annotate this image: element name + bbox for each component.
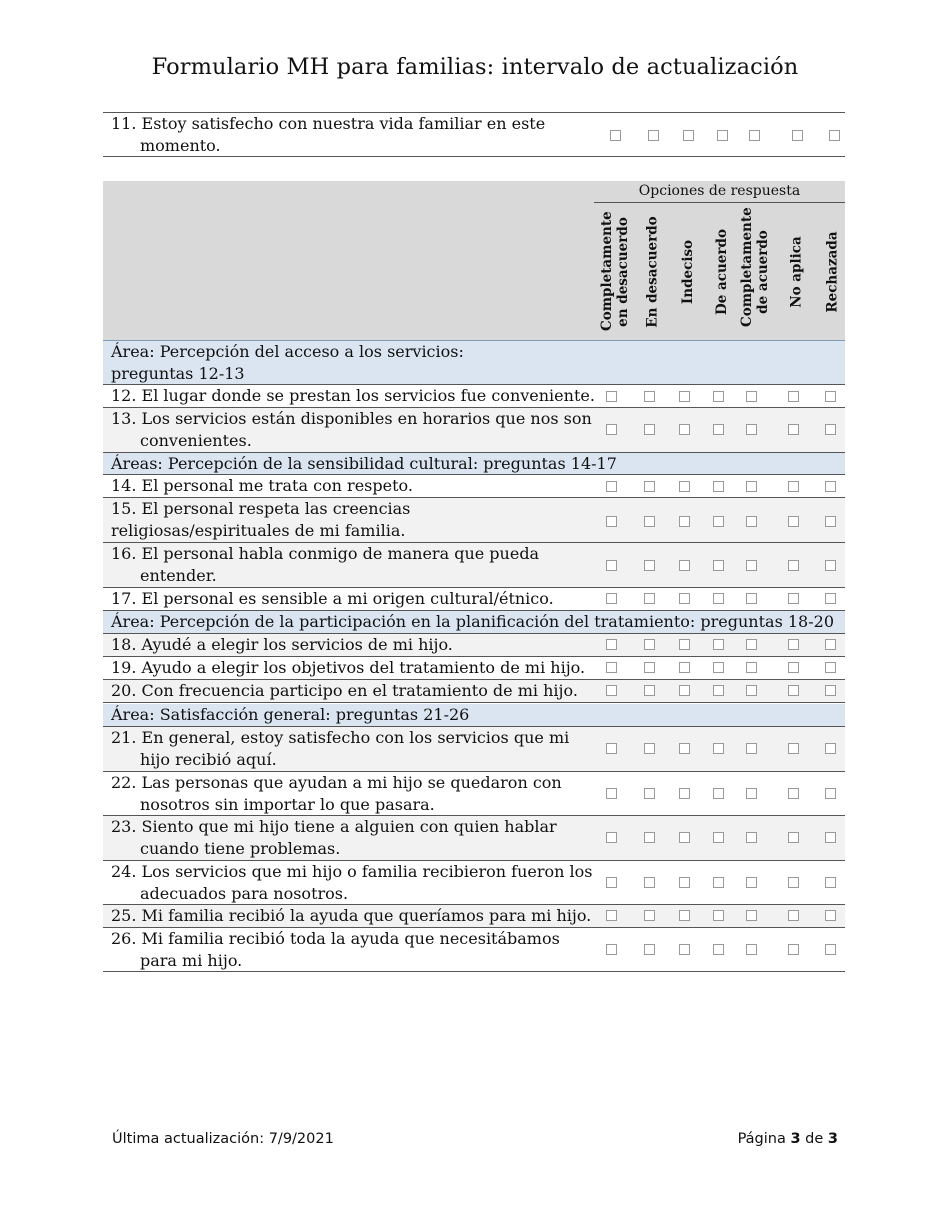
checkbox-completely-disagree[interactable] xyxy=(606,639,617,650)
checkbox-disagree[interactable] xyxy=(644,910,655,921)
checkbox-not-applicable[interactable] xyxy=(788,877,799,888)
checkbox-completely-agree[interactable] xyxy=(746,788,757,799)
checkbox-undecided[interactable] xyxy=(679,662,690,673)
checkbox-undecided[interactable] xyxy=(679,832,690,843)
table-header xyxy=(103,181,845,340)
area-title: Áreas: Percepción de la sensibilidad cultural: preguntas 14-17 xyxy=(111,454,617,473)
table-row-q23 xyxy=(103,816,845,861)
question-text-14: 14. El personal me trata con respeto. xyxy=(111,476,413,495)
checkbox-refused[interactable] xyxy=(825,424,836,435)
checkbox-disagree[interactable] xyxy=(644,639,655,650)
question-text-16: 16. El personal habla conmigo de manera que pueda entender. xyxy=(111,544,540,585)
checkbox-refused[interactable] xyxy=(825,639,836,650)
question-text-19: 19. Ayudo a elegir los objetivos del tratamiento de mi hijo. xyxy=(111,658,586,677)
area-title: Área: Satisfacción general: preguntas 21-26 xyxy=(111,705,470,724)
checkbox-not-applicable[interactable] xyxy=(788,424,799,435)
area-header-satisfaction xyxy=(103,704,845,727)
checkbox-completely-agree[interactable] xyxy=(746,560,757,571)
checkbox-completely-agree[interactable] xyxy=(746,424,757,435)
table-row-q13 xyxy=(103,408,845,453)
checkbox-not-applicable[interactable] xyxy=(788,516,799,527)
response-options-caption: Opciones de respuesta xyxy=(594,181,845,203)
checkbox-agree[interactable] xyxy=(713,639,724,650)
checkbox-disagree[interactable] xyxy=(644,788,655,799)
checkbox-agree[interactable] xyxy=(713,516,724,527)
checkbox-disagree[interactable] xyxy=(644,662,655,673)
checkbox-undecided[interactable] xyxy=(679,481,690,492)
checkbox-completely-disagree[interactable] xyxy=(606,877,617,888)
checkbox-completely-disagree[interactable] xyxy=(606,424,617,435)
checkbox-refused[interactable] xyxy=(825,662,836,673)
checkbox-completely-agree[interactable] xyxy=(746,481,757,492)
checkbox-undecided[interactable] xyxy=(679,910,690,921)
page-current: 3 xyxy=(790,1131,801,1147)
question-text-11: 11. Estoy satisfecho con nuestra vida familiar en este momento. xyxy=(111,114,546,155)
column-header-completely-disagree xyxy=(598,203,632,340)
table-row-q19 xyxy=(103,657,845,680)
checkbox-undecided[interactable] xyxy=(683,130,694,141)
checkbox-agree[interactable] xyxy=(713,685,724,696)
checkbox-not-applicable[interactable] xyxy=(788,832,799,843)
table-row-q20 xyxy=(103,680,845,703)
checkbox-refused[interactable] xyxy=(825,944,836,955)
checkbox-completely-agree[interactable] xyxy=(746,639,757,650)
checkbox-refused[interactable] xyxy=(825,877,836,888)
checkbox-not-applicable[interactable] xyxy=(788,481,799,492)
checkbox-completely-disagree[interactable] xyxy=(606,516,617,527)
checkbox-not-applicable[interactable] xyxy=(788,685,799,696)
checkbox-agree[interactable] xyxy=(713,910,724,921)
area-title: Área: Percepción de la participación en la planificación del tratamiento: preguntas 18-20 xyxy=(111,612,834,631)
question-text-24: 24. Los servicios que mi hijo o familia recibieron fueron los adecuados para nosotros. xyxy=(111,862,593,903)
checkbox-undecided[interactable] xyxy=(679,788,690,799)
checkbox-completely-agree[interactable] xyxy=(746,391,757,402)
checkbox-refused[interactable] xyxy=(825,560,836,571)
column-header-completely-agree xyxy=(735,203,775,340)
table-row-q26 xyxy=(103,928,845,972)
checkbox-disagree[interactable] xyxy=(644,516,655,527)
checkbox-disagree[interactable] xyxy=(644,832,655,843)
column-header-label: Indeciso xyxy=(680,239,696,304)
checkbox-completely-disagree[interactable] xyxy=(606,391,617,402)
checkbox-completely-disagree[interactable] xyxy=(606,944,617,955)
checkbox-completely-disagree[interactable] xyxy=(606,788,617,799)
checkbox-agree[interactable] xyxy=(713,944,724,955)
column-header-disagree xyxy=(637,203,669,340)
table-row-q24 xyxy=(103,861,845,905)
checkbox-agree[interactable] xyxy=(717,130,728,141)
checkbox-completely-disagree[interactable] xyxy=(606,685,617,696)
column-header-label: De acuerdo xyxy=(714,228,730,315)
checkbox-not-applicable[interactable] xyxy=(788,593,799,604)
checkbox-agree[interactable] xyxy=(713,877,724,888)
checkbox-completely-agree[interactable] xyxy=(749,130,760,141)
checkbox-refused[interactable] xyxy=(825,832,836,843)
question-text-23: 23. Siento que mi hijo tiene a alguien con quien hablar cuando tiene problemas. xyxy=(111,817,557,858)
table-row-q11 xyxy=(103,112,845,157)
checkbox-undecided[interactable] xyxy=(679,743,690,754)
area-header-cultural xyxy=(103,453,845,475)
column-header-label: Rechazada xyxy=(825,230,842,313)
checkbox-disagree[interactable] xyxy=(644,877,655,888)
page-label: Página xyxy=(737,1131,786,1147)
table-row-q22 xyxy=(103,772,845,816)
question-text-13: 13. Los servicios están disponibles en horarios que nos son convenientes. xyxy=(111,409,592,450)
checkbox-agree[interactable] xyxy=(713,424,724,435)
checkbox-completely-disagree[interactable] xyxy=(606,560,617,571)
question-text-20: 20. Con frecuencia participo en el tratamiento de mi hijo. xyxy=(111,681,578,700)
checkbox-completely-agree[interactable] xyxy=(746,910,757,921)
checkbox-undecided[interactable] xyxy=(679,685,690,696)
checkbox-completely-disagree[interactable] xyxy=(606,481,617,492)
checkbox-not-applicable[interactable] xyxy=(788,639,799,650)
checkbox-disagree[interactable] xyxy=(644,481,655,492)
checkbox-refused[interactable] xyxy=(825,481,836,492)
column-header-not-applicable xyxy=(781,203,813,340)
table-row-q21 xyxy=(103,727,845,772)
column-header-refused xyxy=(817,203,849,340)
checkbox-not-applicable[interactable] xyxy=(788,910,799,921)
table-row-q18 xyxy=(103,634,845,657)
checkbox-completely-disagree[interactable] xyxy=(606,593,617,604)
checkbox-refused[interactable] xyxy=(825,593,836,604)
checkbox-completely-agree[interactable] xyxy=(746,685,757,696)
table-row-q16 xyxy=(103,543,845,588)
checkbox-undecided[interactable] xyxy=(679,516,690,527)
question-text-22: 22. Las personas que ayudan a mi hijo se quedaron con nosotros sin importar lo que pasara. xyxy=(111,773,562,814)
checkbox-disagree[interactable] xyxy=(644,424,655,435)
checkbox-completely-disagree[interactable] xyxy=(606,743,617,754)
checkbox-disagree[interactable] xyxy=(644,391,655,402)
checkbox-undecided[interactable] xyxy=(679,424,690,435)
checkbox-refused[interactable] xyxy=(825,788,836,799)
checkbox-agree[interactable] xyxy=(713,560,724,571)
checkbox-not-applicable[interactable] xyxy=(788,560,799,571)
column-header-label: Completamente en desacuerdo xyxy=(599,210,631,331)
checkbox-agree[interactable] xyxy=(713,788,724,799)
checkbox-not-applicable[interactable] xyxy=(788,391,799,402)
table-row-q25 xyxy=(103,905,845,928)
question-text-21: 21. En general, estoy satisfecho con los servicios que mi hijo recibió aquí. xyxy=(111,728,570,769)
table-row-q12 xyxy=(103,385,845,408)
area-header-participation xyxy=(103,611,845,634)
checkbox-not-applicable[interactable] xyxy=(788,788,799,799)
checkbox-completely-agree[interactable] xyxy=(746,877,757,888)
checkbox-completely-disagree[interactable] xyxy=(610,130,621,141)
checkbox-not-applicable[interactable] xyxy=(788,944,799,955)
checkbox-disagree[interactable] xyxy=(644,944,655,955)
checkbox-agree[interactable] xyxy=(713,593,724,604)
column-header-label: En desacuerdo xyxy=(645,215,661,328)
page-number-footer xyxy=(738,1131,838,1147)
checkbox-completely-agree[interactable] xyxy=(746,944,757,955)
checkbox-completely-agree[interactable] xyxy=(746,832,757,843)
table-row-q14 xyxy=(103,475,845,498)
checkbox-undecided[interactable] xyxy=(679,560,690,571)
checkbox-undecided[interactable] xyxy=(679,593,690,604)
column-header-agree xyxy=(706,203,738,340)
checkbox-not-applicable[interactable] xyxy=(788,743,799,754)
checkbox-agree[interactable] xyxy=(713,481,724,492)
table-row-q17 xyxy=(103,588,845,611)
checkbox-refused[interactable] xyxy=(829,130,840,141)
checkbox-undecided[interactable] xyxy=(679,639,690,650)
area-title: Área: Percepción del acceso a los servicios: preguntas 12-13 xyxy=(111,342,464,383)
checkbox-completely-disagree[interactable] xyxy=(606,910,617,921)
question-text-15: 15. El personal respeta las creencias religiosas/espirituales de mi familia. xyxy=(111,499,411,540)
table-row-q15 xyxy=(103,498,845,543)
checkbox-disagree[interactable] xyxy=(644,593,655,604)
checkbox-completely-disagree[interactable] xyxy=(606,832,617,843)
checkbox-not-applicable[interactable] xyxy=(792,130,803,141)
column-header-label: Completamente de acuerdo xyxy=(739,206,771,327)
checkbox-not-applicable[interactable] xyxy=(788,662,799,673)
question-text-17: 17. El personal es sensible a mi origen cultural/étnico. xyxy=(111,589,554,608)
checkbox-agree[interactable] xyxy=(713,662,724,673)
column-header-label: No aplica xyxy=(789,235,805,308)
column-header-undecided xyxy=(672,203,704,340)
checkbox-refused[interactable] xyxy=(825,743,836,754)
checkbox-refused[interactable] xyxy=(825,910,836,921)
checkbox-undecided[interactable] xyxy=(679,391,690,402)
checkbox-disagree[interactable] xyxy=(644,743,655,754)
checkbox-completely-agree[interactable] xyxy=(746,743,757,754)
checkbox-refused[interactable] xyxy=(825,516,836,527)
checkbox-agree[interactable] xyxy=(713,743,724,754)
checkbox-disagree[interactable] xyxy=(644,560,655,571)
checkbox-disagree[interactable] xyxy=(648,130,659,141)
page-of: de xyxy=(805,1131,824,1147)
checkbox-completely-agree[interactable] xyxy=(746,662,757,673)
checkbox-agree[interactable] xyxy=(713,832,724,843)
checkbox-completely-agree[interactable] xyxy=(746,593,757,604)
checkbox-agree[interactable] xyxy=(713,391,724,402)
page-total: 3 xyxy=(827,1131,838,1147)
page-title: Formulario MH para familias: intervalo de actualización xyxy=(151,54,799,80)
question-text-26: 26. Mi familia recibió toda la ayuda que necesitábamos para mi hijo. xyxy=(111,929,560,970)
question-text-12: 12. El lugar donde se prestan los servicios fue conveniente. xyxy=(111,386,595,405)
checkbox-undecided[interactable] xyxy=(679,944,690,955)
checkbox-refused[interactable] xyxy=(825,685,836,696)
checkbox-refused[interactable] xyxy=(825,391,836,402)
question-text-25: 25. Mi familia recibió la ayuda que queríamos para mi hijo. xyxy=(111,906,592,925)
checkbox-undecided[interactable] xyxy=(679,877,690,888)
checkbox-disagree[interactable] xyxy=(644,685,655,696)
checkbox-completely-agree[interactable] xyxy=(746,516,757,527)
area-header-access xyxy=(103,340,845,385)
question-text-18: 18. Ayudé a elegir los servicios de mi hijo. xyxy=(111,635,453,654)
checkbox-completely-disagree[interactable] xyxy=(606,662,617,673)
last-updated-footer: Última actualización: 7/9/2021 xyxy=(112,1131,334,1147)
